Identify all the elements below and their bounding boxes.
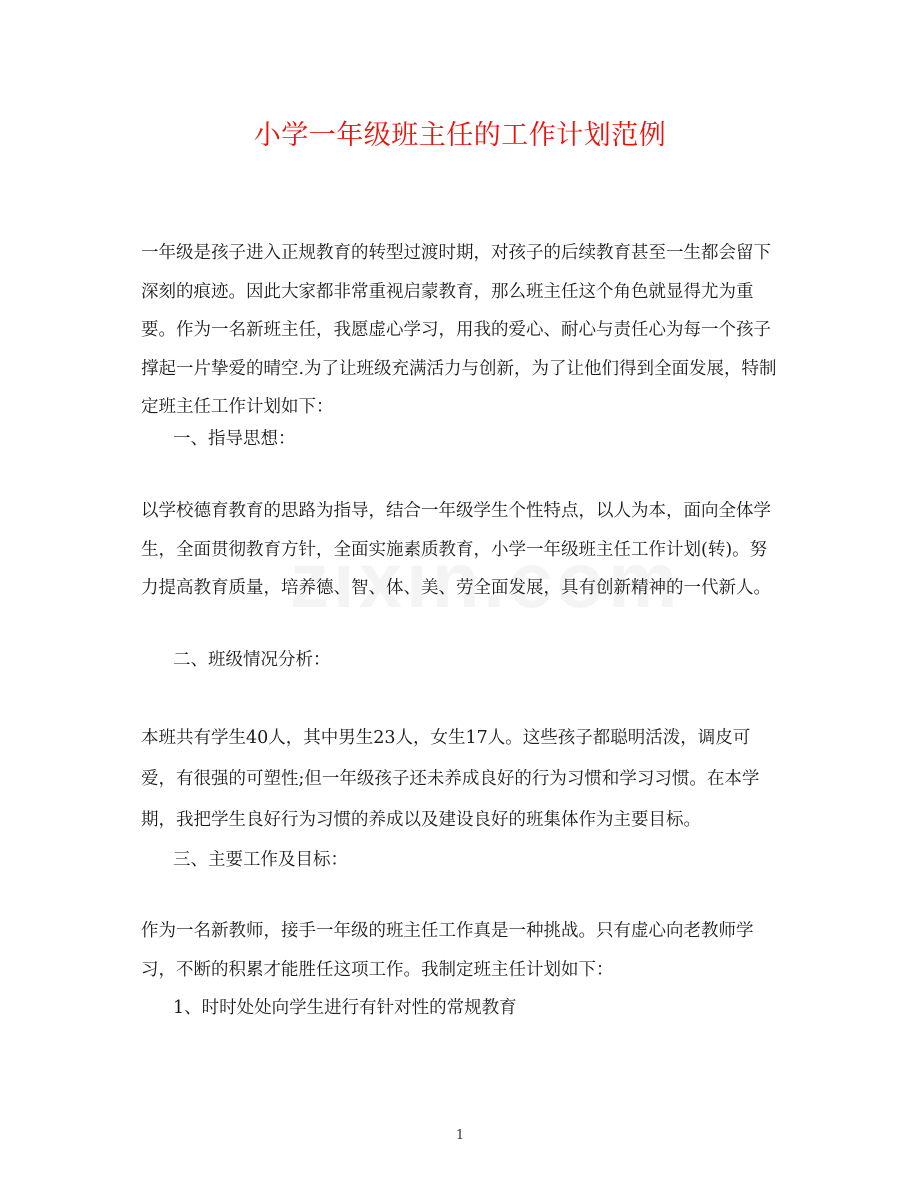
document-title: 小学一年级班主任的工作计划范例 [253, 120, 667, 151]
list-item-1: 1、时时处处向学生进行有针对性的常规教育 [173, 998, 517, 1018]
intro-paragraph: 一年级是孩子进入正规教育的转型过渡时期，对孩子的后续教育甚至一生都会留下深刻的痕迹。因此大家都非常重视启蒙教育，那么班主任这个角色就显得尤为重要。作为一名新班主任，我愿虚心学习，用我的爱心、耐心与责任心为每一个孩子撑起一片挚爱的晴空.为了让班级充满活力与创新，为了让他们得到全面发展，特制定班主任工作计划如下： [141, 243, 777, 417]
section1-paragraph: 以学校德育教育的思路为指导，结合一年级学生个性特点，以人为本，面向全体学生，全面贯彻教育方针，全面实施素质教育，小学一年级班主任工作计划(转)。努力提高教育质量，培养德、智、体、美、劳全面发展，具有创新精神的一代新人。 [141, 501, 771, 598]
section2-heading: 二、班级情况分析： [173, 650, 331, 670]
section2-paragraph: 本班共有学生40人，其中男生23人，女生17人。这些孩子都聪明活泼，调皮可爱，有很强的可塑性;但一年级孩子还未养成良好的行为习惯和学习习惯。在本学期，我把学生良好行为习惯的养成以及建设良好的班集体作为主要目标。 [141, 728, 760, 830]
page-number: 1 [455, 1128, 465, 1143]
section3-paragraph: 作为一名新教师，接手一年级的班主任工作真是一种挑战。只有虚心向老教师学习，不断的积累才能胜任这项工作。我制定班主任计划如下： [141, 921, 754, 980]
section3-heading: 三、主要工作及目标： [173, 850, 348, 870]
section1-heading: 一、指导思想： [173, 429, 296, 449]
